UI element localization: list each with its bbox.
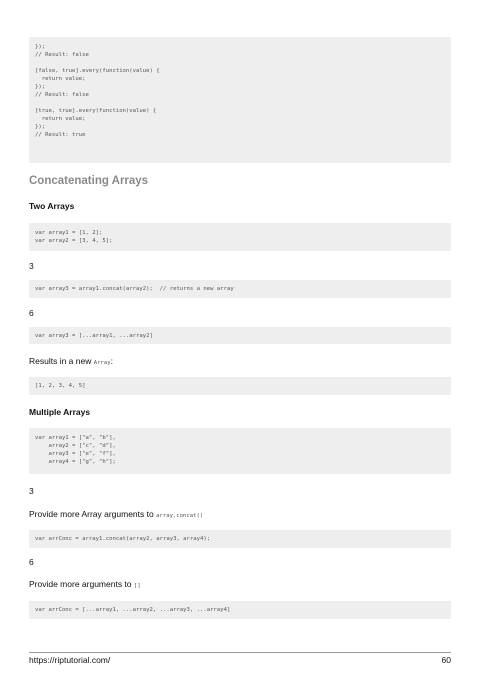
result-description [29,356,113,366]
code-line: // Result: false [35,92,89,98]
result-text: Results in a new [29,356,94,366]
inline-code-brackets: [] [133,583,141,589]
version-marker: 3 [29,261,34,271]
page-number: 60 [441,655,451,665]
code-line: return value; [35,76,86,82]
inline-code-array-concat: array.concat() [156,513,204,519]
code-line: array3 = ["e", "f"], [35,451,116,457]
code-line: var array1 = [1, 2]; [35,230,103,236]
code-line [35,99,445,107]
provide-description-concat [29,509,203,519]
version-marker: 6 [29,557,34,567]
code-block-two-arrays-declare [29,223,451,251]
provide-description-spread [29,579,141,589]
result-suffix: : [110,356,113,366]
code-block-every-examples [29,37,451,163]
code-line: array2 = ["c", "d"], [35,443,116,449]
provide-text: Provide more Array arguments to [29,509,157,519]
code-line: // Result: true [35,132,86,138]
code-line: var array3 = array1.concat(array2); // returns a new array [35,286,234,292]
code-line: var array3 = [...array1, ...array2] [35,333,153,339]
footer-divider [29,652,451,653]
inline-code-array: Array [93,360,111,366]
code-block-multiple-spread [29,601,451,619]
code-line: }); [35,44,46,50]
subsection-heading-multiple-arrays: Multiple Arrays [29,407,91,417]
code-block-result [29,377,451,395]
code-line: array4 = ["g", "h"]; [35,459,116,465]
code-line: var arrConc = [...array1, ...array2, ...array3, ...array4] [35,607,231,613]
code-block-multiple-declare [29,428,451,474]
code-line: [false, true].every(function(value) { [35,68,160,74]
code-block-multiple-concat [29,530,451,548]
code-line: // Result: false [35,52,89,58]
code-line [35,59,445,67]
code-line: var array2 = [3, 4, 5]; [35,238,113,244]
section-title: Concatenating Arrays [29,175,149,187]
code-block-concat [29,280,451,298]
version-marker: 6 [29,308,34,318]
code-line: [true, true].every(function(value) { [35,108,157,114]
subsection-heading-two-arrays: Two Arrays [29,201,75,211]
code-line: var array1 = ["a", "b"], [35,435,116,441]
provide-text: Provide more arguments to [29,579,134,589]
code-line: }); [35,124,46,130]
code-line: [1, 2, 3, 4, 5] [35,383,86,389]
code-line: var arrConc = array1.concat(array2, array3, array4); [35,536,211,542]
code-line: return value; [35,116,86,122]
footer-url: https://riptutorial.com/ [29,655,111,665]
code-line: }); [35,84,46,90]
code-block-spread [29,327,451,344]
version-marker: 3 [29,486,34,496]
